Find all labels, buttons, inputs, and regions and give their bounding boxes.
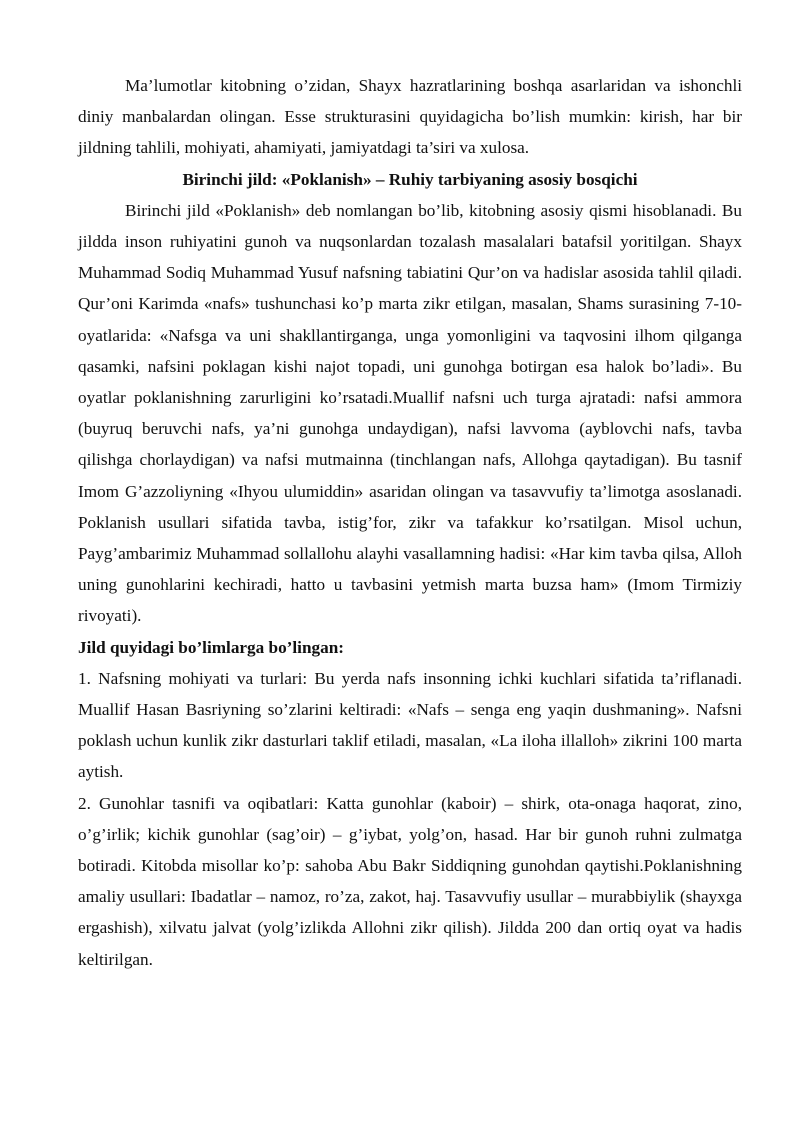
list-item-sins: 2. Gunohlar tasnifi va oqibatlari: Katta gunohlar (kaboir) – shirk, ota-onaga haqorat, zino, o’g’irlik; kichik gunohlar (sag’oir) – g’iybat, yolg’on, hasad. Har bir gunoh ruhni zulmatga botiradi. Kitobda misollar ko’p: sahoba Abu Bakr Siddiqning gunohdan qaytishi.Poklanishning amaliy usullari: Ibadatlar – namoz, ro’za, zakot, haj. Tasavvufiy usullar – murabbiylik (shayxga ergashish), xilvatu jalvat (yolg’izlikda Allohni zikr qilish). Jildda 200 dan ortiq oyat va hadis keltirilgan.: [78, 793, 742, 969]
document-page: [78, 70, 742, 975]
section-heading-first-volume: Birinchi jild: «Poklanish» – Ruhiy tarbiyaning asosiy bosqichi: [182, 169, 638, 189]
list-item-nafs: 1. Nafsning mohiyati va turlari: Bu yerda nafs insonning ichki kuchlari sifatida ta’riflanadi. Muallif Hasan Basriyning so’zlarini keltiradi: «Nafs – senga eng yaqin dushmaning». Nafsni poklash uchun kunlik zikr dasturlari taklif etiladi, masalan, «La iloha illalloh» zikrini 100 marta aytish.: [78, 668, 742, 782]
intro-paragraph: Ma’lumotlar kitobning o’zidan, Shayx hazratlarining boshqa asarlaridan va ishonchli diniy manbalardan olingan. Esse strukturasini quyidagicha bo’lish mumkin: kirish, har bir jildning tahlili, mohiyati, ahamiyati, jamiyatdagi ta’siri va xulosa.: [78, 76, 742, 158]
first-volume-paragraph: Birinchi jild «Poklanish» deb nomlangan bo’lib, kitobning asosiy qismi hisoblanadi. Bu jildda inson ruhiyatini gunoh va nuqsonlardan tozalash masalalari batafsil yoritilgan. Shayx Muhammad Sodiq Muhammad Yusuf nafsning tabiatini Qur’on va hadislar asosida tahlil qiladi. Qur’oni Karimda «nafs» tushunchasi ko’p marta zikr etilgan, masalan, Shams surasining 7-10-oyatlarida: «Nafsga va uni shakllantirganga, unga yomonligini va taqvosini ilhom qilganga qasamki, nafsini poklagan kishi najot topadi, uni gunohga botirgan esa halok bo’ladi». Bu oyatlar poklanishning zarurligini ko’rsatadi.Muallif nafsni uch turga ajratadi: nafsi ammora (buyruq beruvchi nafs, ya’ni gunohga undaydigan), nafsi lavvoma (ayblovchi nafs, tavba qilishga chorlaydigan) va nafsi mutmainna (tinchlangan nafs, Allohga qaytadigan). Bu tasnif Imom G’azzoliyning «Ihyou ulumiddin» asaridan olingan va tasavvufiy ta’limotga asoslanadi. Poklanish usullari sifatida tavba, istig’for, zikr va tafakkur ko’rsatilgan. Misol uchun, Payg’ambarimiz Muhammad sollallohu alayhi vasallamning hadisi: «Har kim tavba qilsa, Alloh uning gunohlarini kechiradi, hatto u tavbasini yetmish marta buzsa ham» (Imom Tirmiziy rivoyati).: [78, 200, 742, 626]
sections-heading: Jild quyidagi bo’limlarga bo’lingan:: [78, 637, 344, 657]
